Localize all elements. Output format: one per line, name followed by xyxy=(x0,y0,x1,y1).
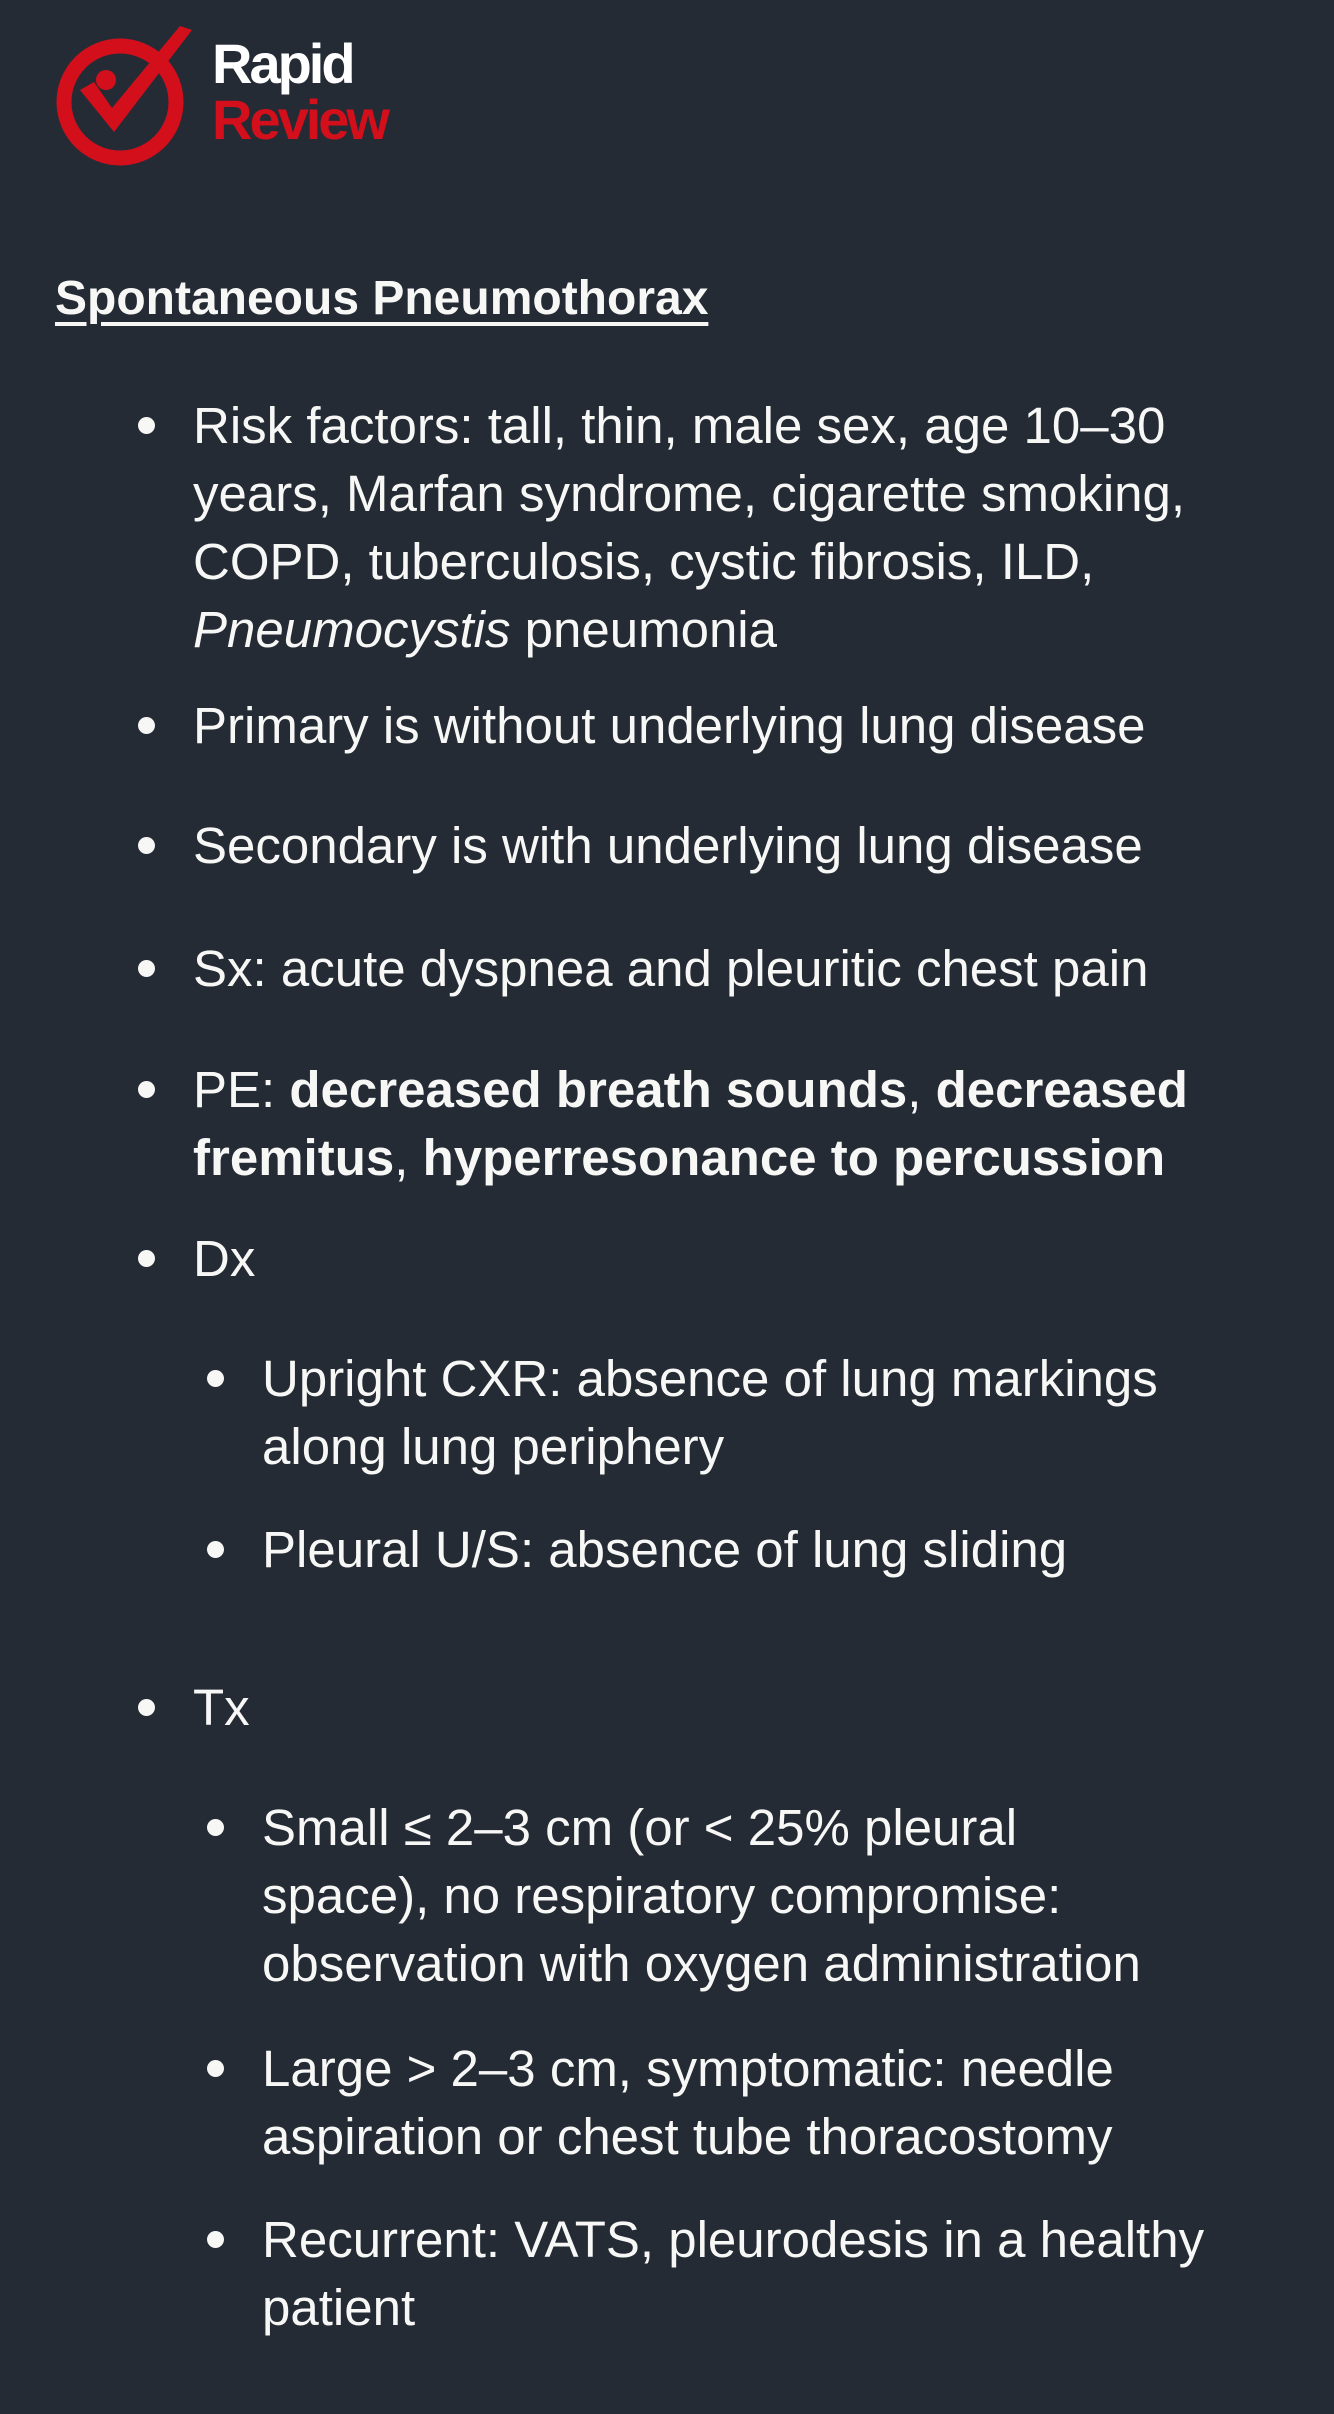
tx-recurrent-line-1: Recurrent: VATS, pleurodesis in a healthy xyxy=(262,2211,1205,2268)
risk-line-4 xyxy=(193,596,1185,664)
pe-line-1 xyxy=(193,1056,1188,1124)
list-item-secondary xyxy=(193,812,1143,880)
tx-small-line-3: observation with oxygen administration xyxy=(262,1935,1141,1992)
risk-line-4-rest: pneumonia xyxy=(510,601,777,658)
dx-cxr-line-1: Upright CXR: absence of lung markings xyxy=(262,1350,1158,1407)
brand-logo xyxy=(52,20,452,170)
page-title: Spontaneous Pneumothorax xyxy=(55,272,709,325)
tx-large-line-2: aspiration or chest tube thoracostomy xyxy=(262,2108,1113,2165)
pe-finding-breath-sounds: decreased breath sounds xyxy=(289,1061,908,1118)
tx-large-line-1: Large > 2–3 cm, symptomatic: needle xyxy=(262,2040,1114,2097)
pe-finding-hyperresonance: hyperresonance to percussion xyxy=(422,1129,1166,1186)
list-item-sx xyxy=(193,935,1148,1003)
dx-label: Dx xyxy=(193,1230,256,1287)
pe-line-2 xyxy=(193,1124,1188,1192)
tx-subitem-recurrent xyxy=(262,2206,1204,2342)
dx-us-text: Pleural U/S: absence of lung sliding xyxy=(262,1521,1068,1578)
pe-finding-decreased: decreased xyxy=(935,1061,1188,1118)
brand-name-rapid: Rapid xyxy=(212,32,353,95)
list-item-dx xyxy=(193,1225,255,1293)
checkmark-figure-circle-logo-icon xyxy=(52,20,202,170)
risk-italic-term: Pneumocystis xyxy=(193,601,511,658)
risk-line-2: years, Marfan syndrome, cigarette smoking, xyxy=(193,465,1186,522)
risk-line-3: COPD, tuberculosis, cystic fibrosis, ILD, xyxy=(193,533,1095,590)
dx-cxr-line-2: along lung periphery xyxy=(262,1418,725,1475)
secondary-text: Secondary is with underlying lung disease xyxy=(193,817,1143,874)
list-item-pe xyxy=(193,1056,1188,1192)
pe-prefix: PE: xyxy=(193,1061,290,1118)
tx-subitem-small xyxy=(262,1794,1141,1998)
sx-text: Sx: acute dyspnea and pleuritic chest pain xyxy=(193,940,1149,997)
brand-name-review: Review xyxy=(212,88,387,151)
tx-recurrent-line-2: patient xyxy=(262,2279,416,2336)
tx-subitem-large xyxy=(262,2035,1114,2171)
tx-label: Tx xyxy=(193,1679,250,1736)
pe-finding-fremitus: fremitus xyxy=(193,1129,395,1186)
tx-small-line-2: space), no respiratory compromise: xyxy=(262,1867,1062,1924)
dx-subitem-us xyxy=(262,1516,1067,1584)
pe-separator-2: , xyxy=(394,1129,423,1186)
primary-text: Primary is without underlying lung disease xyxy=(193,697,1146,754)
risk-line-1: Risk factors: tall, thin, male sex, age 10–30 xyxy=(193,397,1166,454)
pe-separator-1: , xyxy=(907,1061,936,1118)
list-item-risk-factors xyxy=(193,392,1185,664)
dx-subitem-cxr xyxy=(262,1345,1158,1481)
tx-small-line-1: Small ≤ 2–3 cm (or < 25% pleural xyxy=(262,1799,1018,1856)
list-item-tx xyxy=(193,1674,250,1742)
list-item-primary xyxy=(193,692,1145,760)
